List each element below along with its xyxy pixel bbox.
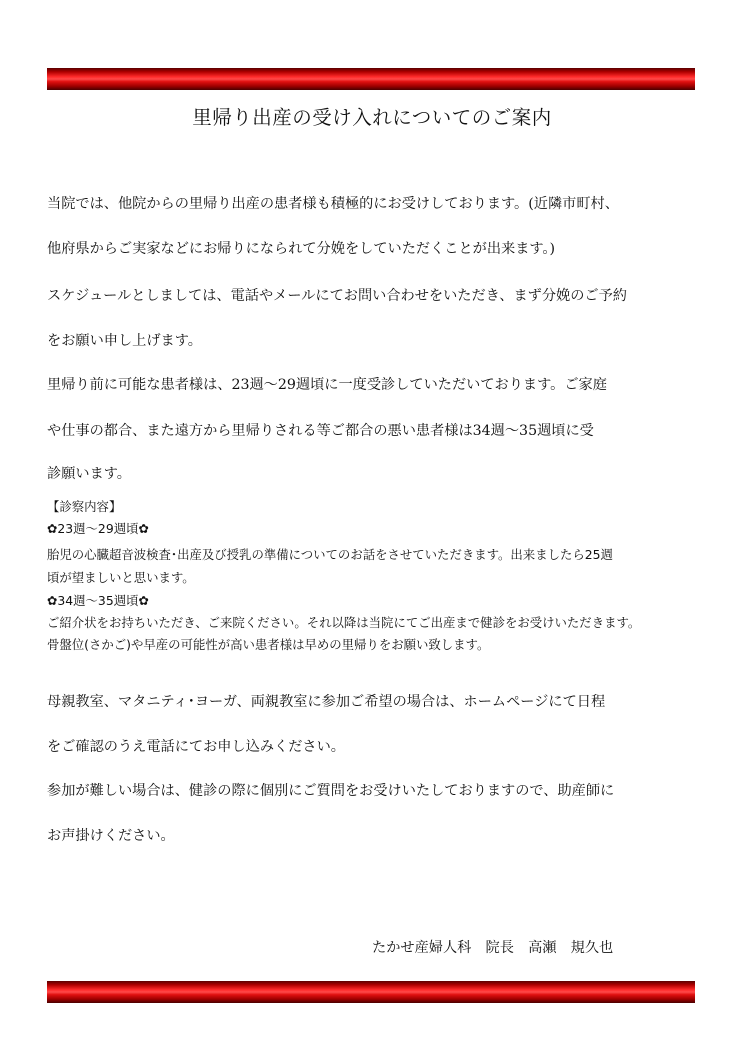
schedule-line-2: をお願い申し上げます。 bbox=[47, 333, 202, 349]
exam-period-2-line-1: ご紹介状をお持ちいただき、ご来院ください。それ以降は当院にてご出産まで健診をお受けいただきます。 bbox=[47, 615, 641, 630]
visit-line-3: 診願います。 bbox=[47, 466, 131, 482]
schedule-line-1: スケジュールとしましては、電話やメールにてお問い合わせをいただき、まず分娩のご予約 bbox=[47, 288, 627, 304]
classes-line-4: お声掛けください。 bbox=[47, 828, 175, 844]
clinic-signature: たかせ産婦人科 院長 高瀬 規久也 bbox=[372, 940, 614, 956]
exam-period-1-line-2: 頃が望ましいと思います。 bbox=[47, 570, 195, 585]
intro-line-1: 当院では、他院からの里帰り出産の患者様も積極的にお受けしております。(近隣市町村、 bbox=[47, 196, 619, 212]
exam-period-1-label: ✿23週〜29週頃✿ bbox=[47, 521, 149, 536]
visit-line-2: や仕事の都合、また遠方から里帰りされる等ご都合の悪い患者様は34週〜35週頃に受 bbox=[47, 423, 594, 439]
exam-heading: 【診察内容】 bbox=[47, 499, 122, 514]
exam-period-1-line-1: 胎児の心臓超音波検査･出産及び授乳の準備についてのお話をさせていただきます。出来ましたら25週 bbox=[47, 547, 613, 562]
exam-period-2-line-2: 骨盤位(さかご)や早産の可能性が高い患者様は早めの里帰りをお願い致します。 bbox=[47, 637, 490, 652]
top-decorative-bar bbox=[47, 68, 695, 90]
classes-line-2: をご確認のうえ電話にてお申し込みください。 bbox=[47, 739, 345, 755]
visit-line-1: 里帰り前に可能な患者様は、23週〜29週頃に一度受診していただいております。ご家庭 bbox=[47, 377, 607, 393]
intro-line-2: 他府県からご実家などにお帰りになられて分娩をしていただくことが出来ます。) bbox=[47, 241, 556, 257]
bottom-decorative-bar bbox=[47, 981, 695, 1003]
classes-line-1: 母親教室、マタニティ･ヨーガ、両親教室に参加ご希望の場合は、ホームページにて日程 bbox=[47, 694, 606, 710]
page-title: 里帰り出産の受け入れについてのご案内 bbox=[192, 106, 552, 129]
classes-line-3: 参加が難しい場合は、健診の際に個別にご質問をお受けいたしておりますので、助産師に bbox=[47, 783, 615, 799]
exam-period-2-label: ✿34週〜35週頃✿ bbox=[47, 593, 149, 608]
